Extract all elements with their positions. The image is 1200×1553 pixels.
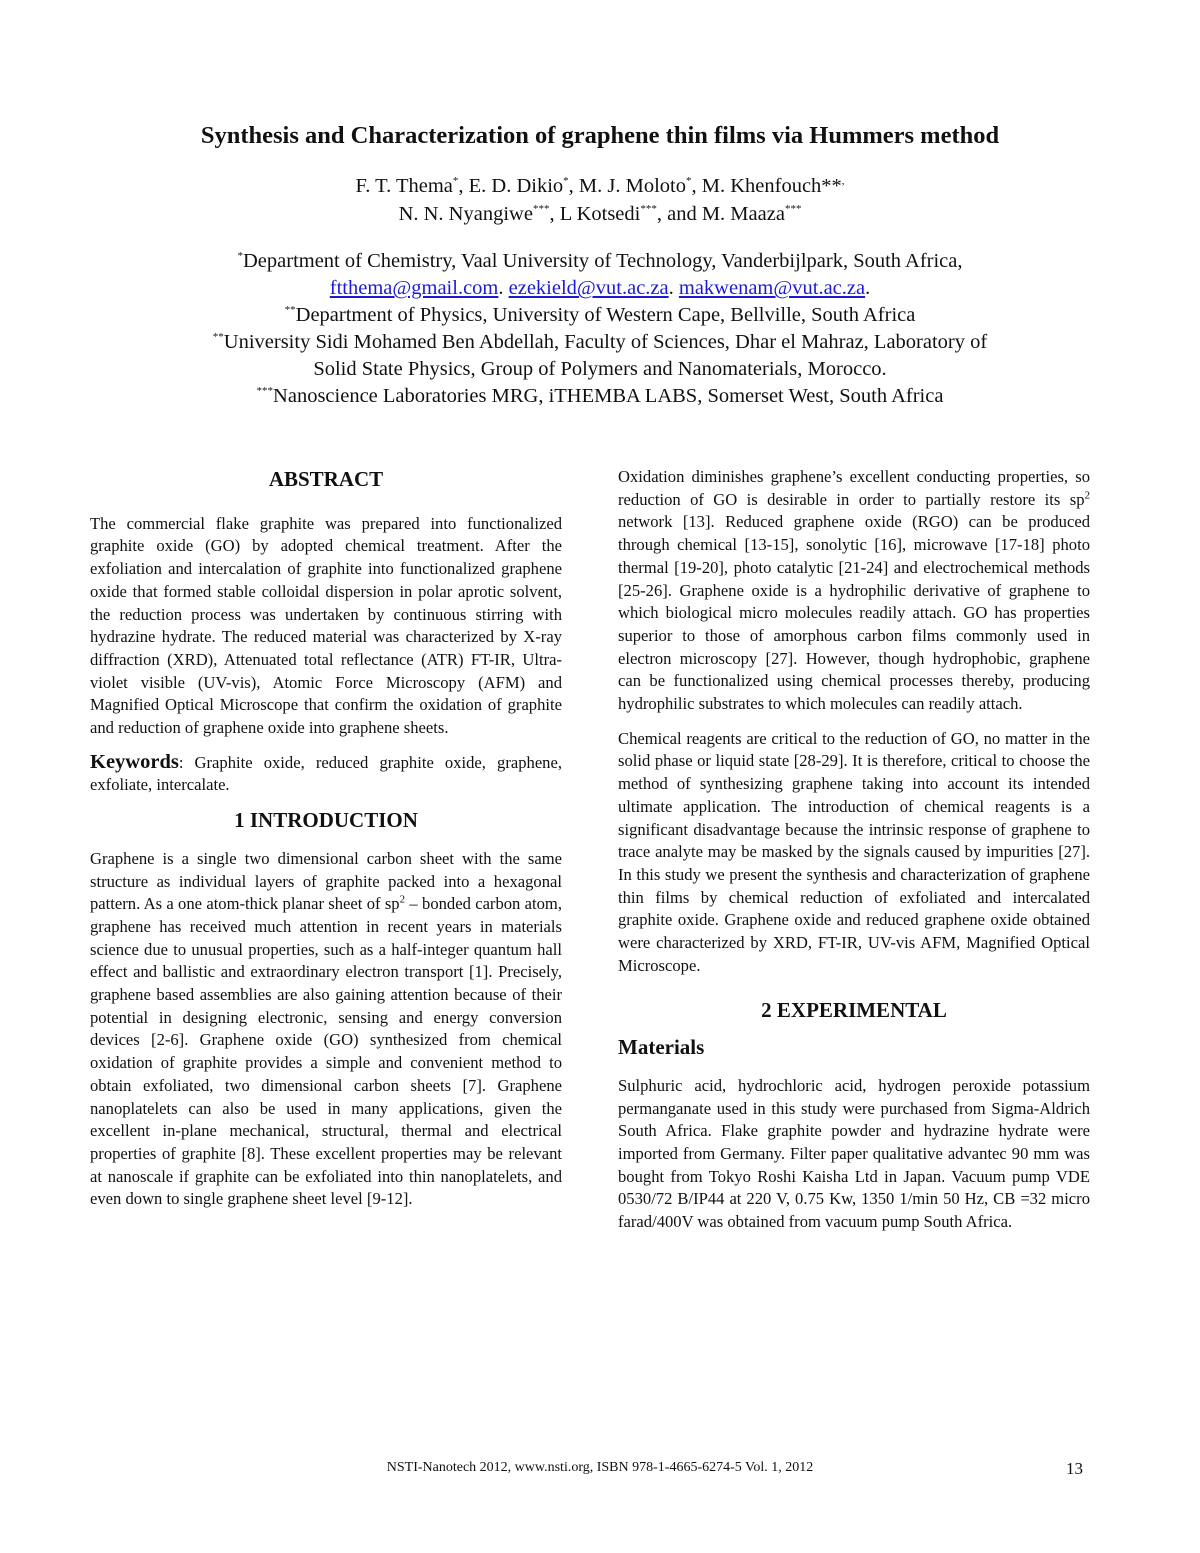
author-mark: * [563,175,569,188]
affiliation-3 [100,329,1100,356]
intro-text: network [13]. Reduced graphene oxide (RGO) can be produced through chemical [13-15], sonolytic [16], microwave [17-18] photo thermal [19-20], photo catalytic [21-24] and electrochemical methods [25-26]. Graphene oxide is a hydrophilic derivative of graphene to which biological micro molecules readily attach. GO has properties superior to those of amorphous carbon films commonly used in electron microscopy [27]. However, though hydrophobic, graphene can be functionalized using chemical processes thereby, producing hydrophilic substrates to which molecules can readily attach. [618,512,1090,714]
keywords-label: Keywords [90,750,179,773]
affiliation-mark: *** [256,385,274,398]
introduction-heading: 1 INTRODUCTION [234,808,418,833]
email-link-2[interactable]: ezekield@vut.ac.za [508,277,669,299]
author: and M. Maaza [667,203,785,225]
author-line-1: F. T. Thema*, E. D. Dikio*, M. J. Moloto*, M. Khenfouch**, [355,175,845,197]
abstract-text: The commercial flake graphite was prepared into functionalized graphite oxide (GO) by adopted chemical treatment. After the exfoliation and intercalation of graphite into functionalized graphene oxide that formed stable colloidal dispersion in polar aprotic solvent, the reduction process was undertaken by continuous stirring with hydrazine hydrate. The reduced material was characterized by X-ray diffraction (XRD), Attenuated total reflectance (ATR) FT-IR, Ultra-violet visible (UV-vis), Atomic Force Microscopy (AFM) and Magnified Optical Microscope that confirm the oxidation of graphite and reduction of graphene oxide into graphene sheets. [90,513,562,738]
intro-paragraph-2 [618,466,1090,716]
intro-paragraph-1 [90,848,562,1211]
affiliation-1 [100,248,1100,275]
affiliation-text: Nanoscience Laboratories MRG, iTHEMBA LABS, Somerset West, South Africa [273,385,944,407]
right-column [618,466,1090,1234]
affiliation-2 [100,302,1100,329]
affiliation-mark: ** [212,331,224,344]
email-link-3[interactable]: makwenam@vut.ac.za [678,277,866,299]
author: M. J. Moloto [578,175,686,197]
left-column [90,466,562,1211]
intro-paragraph-3: Chemical reagents are critical to the reduction of GO, no matter in the solid phase or liquid state [28-29]. It is therefore, critical to choose the method of synthesizing graphene taking into account its intended ultimate application. The introduction of chemical reagents is a significant disadvantage because the intrinsic response of graphene to trace analyte may be masked by the signals caused by impurities [27]. In this study we present the synthesis and characterization of graphene thin films by chemical reduction of exfoliated and intercalated graphite oxide. Graphene oxide and reduced graphene oxide obtained were characterized by XRD, FT-IR, UV-vis AFM, Magnified Optical Microscope. [618,728,1090,975]
page-number: 13 [1066,1459,1083,1478]
intro-text: – bonded carbon atom, graphene has received much attention in recent years in materials science due to unusual properties, such as a half-integer quantum hall effect and ballistic and extraordinary electron transport [1]. Precisely, graphene based assemblies are also gaining attention because of their potential in designing electronic, sensing and energy conversion devices [2-6]. Graphene oxide (GO) synthesized from chemical oxidation of graphite provides a simple and convenient method to obtain exfoliated, two dimensional carbon sheets [7]. Graphene nanoplatelets can also be used in many applications, given the excellent in-plane mechanical, structural, thermal and electrical properties of graphite [8]. These excellent properties may be relevant at nanoscale if graphite can be exfoliated into thin nanoplatelets, and even down to single graphene sheet level [9-12]. [90,894,562,1209]
experimental-heading: 2 EXPERIMENTAL [761,998,947,1023]
keywords-paragraph [90,751,562,797]
affiliation-mark: ** [284,304,296,317]
author-mark: *** [532,203,550,216]
paper-title: Synthesis and Characterization of graphene thin films via Hummers method [200,122,1000,149]
author-mark: * [685,175,692,188]
email-link-1[interactable]: ftthema@gmail.com [329,277,499,299]
affiliation-text: Department of Chemistry, Vaal University of Technology, Vanderbijlpark, South Africa, [242,250,963,272]
author: L Kotsedi [559,203,641,225]
intro-text: Graphene is a single two dimensional carbon sheet with the same structure as individual layers of graphite packed into a hexagonal pattern. As a one atom-thick planar sheet of sp [90,848,562,914]
superscript: 2 [399,893,406,906]
author: F. T. Thema [355,175,453,197]
author: M. Khenfouch** [701,175,842,197]
keywords-text: : Graphite oxide, reduced graphite oxide, graphene, exfoliate, intercalate. [90,752,562,795]
abstract-heading: ABSTRACT [268,467,384,491]
author-list [0,172,1200,228]
author: N. N. Nyangiwe [398,203,533,225]
author-mark: *** [784,203,802,216]
superscript: 2 [1084,489,1090,502]
affiliation-text: Department of Physics, University of Western Cape, Bellville, South Africa [295,304,916,326]
author-mark: * [452,175,459,188]
materials-subheading: Materials [618,1035,705,1060]
affiliation-3-cont: Solid State Physics, Group of Polymers and Nanomaterials, Morocco. [313,358,887,380]
author-line-2: N. N. Nyangiwe***, L Kotsedi***, and M. Maaza*** [398,203,802,225]
email-line: ftthema@gmail.com. ezekield@vut.ac.za. makwenam@vut.ac.za. [329,277,871,299]
page-footer: NSTI-Nanotech 2012, www.nsti.org, ISBN 978-1-4665-6274-5 Vol. 1, 2012 [386,1460,814,1475]
affiliation-text: University Sidi Mohamed Ben Abdellah, Faculty of Sciences, Dhar el Mahraz, Laboratory of [223,331,988,353]
affiliation-4 [100,383,1100,410]
author: E. D. Dikio [468,175,564,197]
intro-text: Oxidation diminishes graphene’s excellent conducting properties, so reduction of GO is desirable in order to partially restore its sp [618,467,1090,509]
materials-paragraph: Sulphuric acid, hydrochloric acid, hydrogen peroxide potassium permanganate used in this study were purchased from Sigma-Aldrich South Africa. Flake graphite powder and hydrazine hydrate were imported from Germany. Filter paper qualitative advantec 90 mm was bought from Tokyo Roshi Kaisha Ltd in Japan. Vacuum pump VDE 0530/72 B/IP44 at 220 V, 0.75 Kw, 1350 1/min 50 Hz, CB =32 micro farad/400V was obtained from vacuum pump South Africa. [618,1075,1090,1232]
author-mark: *** [640,203,657,216]
affiliation-list [100,248,1100,410]
affiliation-mark: * [237,250,243,263]
author-mark: , [841,175,845,188]
